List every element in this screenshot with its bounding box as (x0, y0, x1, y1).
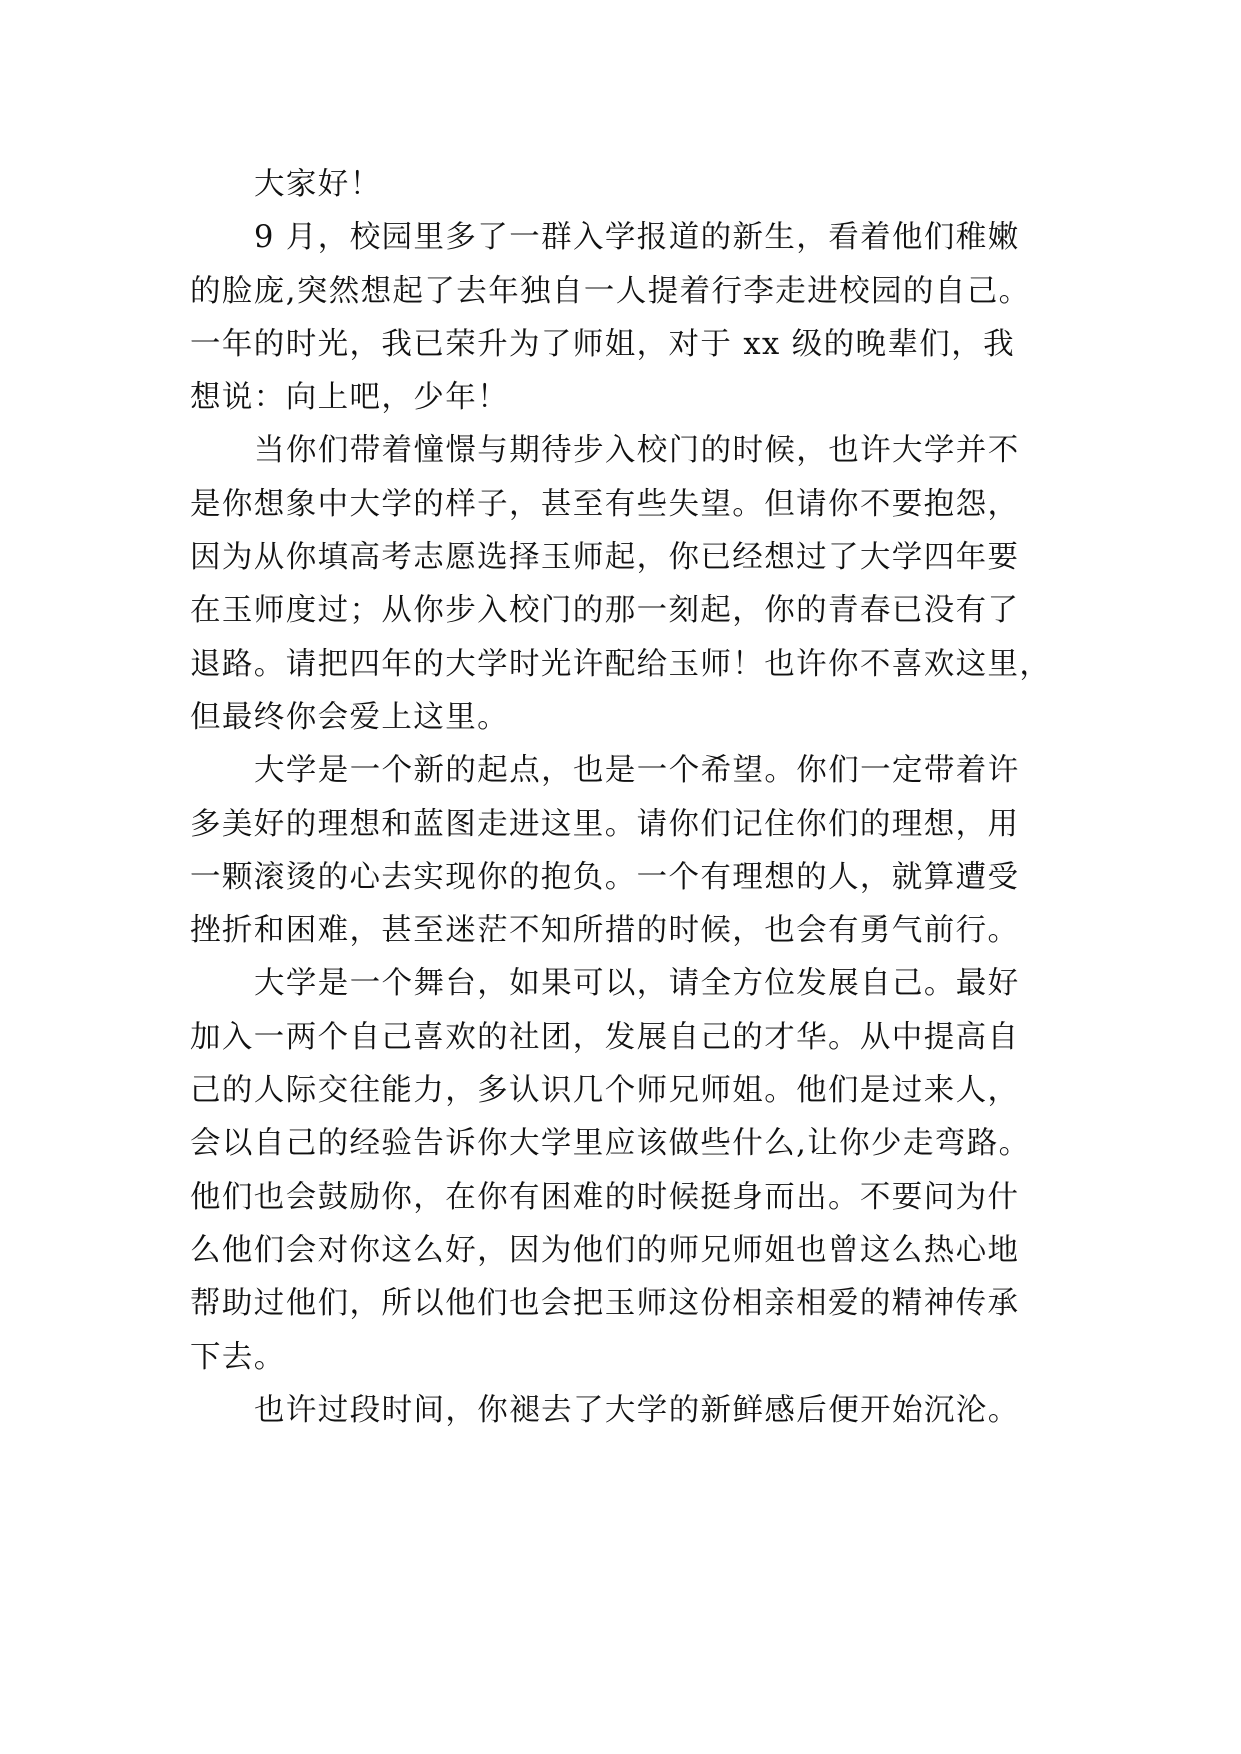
paragraph-4-line-6: 么他们会对你这么好，因为他们的师兄师姐也曾这么热心地 (190, 1232, 1020, 1268)
paragraph-2-line-2: 是你想象中大学的样子，甚至有些失望。但请你不要抱怨， (190, 486, 1020, 522)
paragraph-5-line-1: 也许过段时间，你褪去了大学的新鲜感后便开始沉沦。 (254, 1392, 1020, 1428)
paragraph-3-line-1: 大学是一个新的起点，也是一个希望。你们一定带着许 (254, 753, 1020, 789)
paragraph-4-line-3: 己的人际交往能力，多认识几个师兄师姐。他们是过来人， (190, 1073, 1020, 1109)
paragraph-2-line-1: 当你们带着憧憬与期待步入校门的时候，也许大学并不 (254, 433, 1020, 469)
paragraph-4-line-1: 大学是一个舞台，如果可以，请全方位发展自己。最好 (254, 966, 1020, 1002)
paragraph-1-line-2: 的脸庞,突然想起了去年独自一人提着行李走进校园的自己。 (190, 273, 1031, 309)
document-body (190, 158, 1090, 1437)
paragraph-2-line-5: 退路。请把四年的大学时光许配给玉师！也许你不喜欢这里， (190, 646, 1052, 682)
paragraph-4-line-5: 他们也会鼓励你，在你有困难的时候挺身而出。不要问为什 (190, 1179, 1020, 1215)
paragraph-2-line-6: 但最终你会爱上这里。 (190, 699, 509, 735)
greeting-line: 大家好！ (254, 167, 382, 202)
paragraph-1-line-4: 想说：向上吧，少年！ (190, 380, 509, 416)
paragraph-4-line-8: 下去。 (190, 1339, 286, 1375)
paragraph-4-line-7: 帮助过他们，所以他们也会把玉师这份相亲相爱的精神传承 (190, 1286, 1020, 1322)
paragraph-3-line-3: 一颗滚烫的心去实现你的抱负。一个有理想的人，就算遭受 (190, 859, 1020, 895)
paragraph-2-line-3: 因为从你填高考志愿选择玉师起，你已经想过了大学四年要 (190, 540, 1020, 576)
paragraph-1-line-3: 一年的时光，我已荣升为了师姐，对于 xx 级的晚辈们，我 (190, 326, 1015, 362)
paragraph-2-line-4: 在玉师度过；从你步入校门的那一刻起，你的青春已没有了 (190, 593, 1020, 629)
paragraph-4-line-2: 加入一两个自己喜欢的社团，发展自己的才华。从中提高自 (190, 1019, 1020, 1055)
paragraph-1-line-1: 9 月，校园里多了一群入学报道的新生，看着他们稚嫩 (254, 220, 1020, 256)
paragraph-3-line-4: 挫折和困难，甚至迷茫不知所措的时候，也会有勇气前行。 (190, 913, 1020, 949)
paragraph-3-line-2: 多美好的理想和蓝图走进这里。请你们记住你们的理想，用 (190, 806, 1020, 842)
paragraph-4-line-4: 会以自己的经验告诉你大学里应该做些什么,让你少走弯路。 (190, 1126, 1031, 1162)
